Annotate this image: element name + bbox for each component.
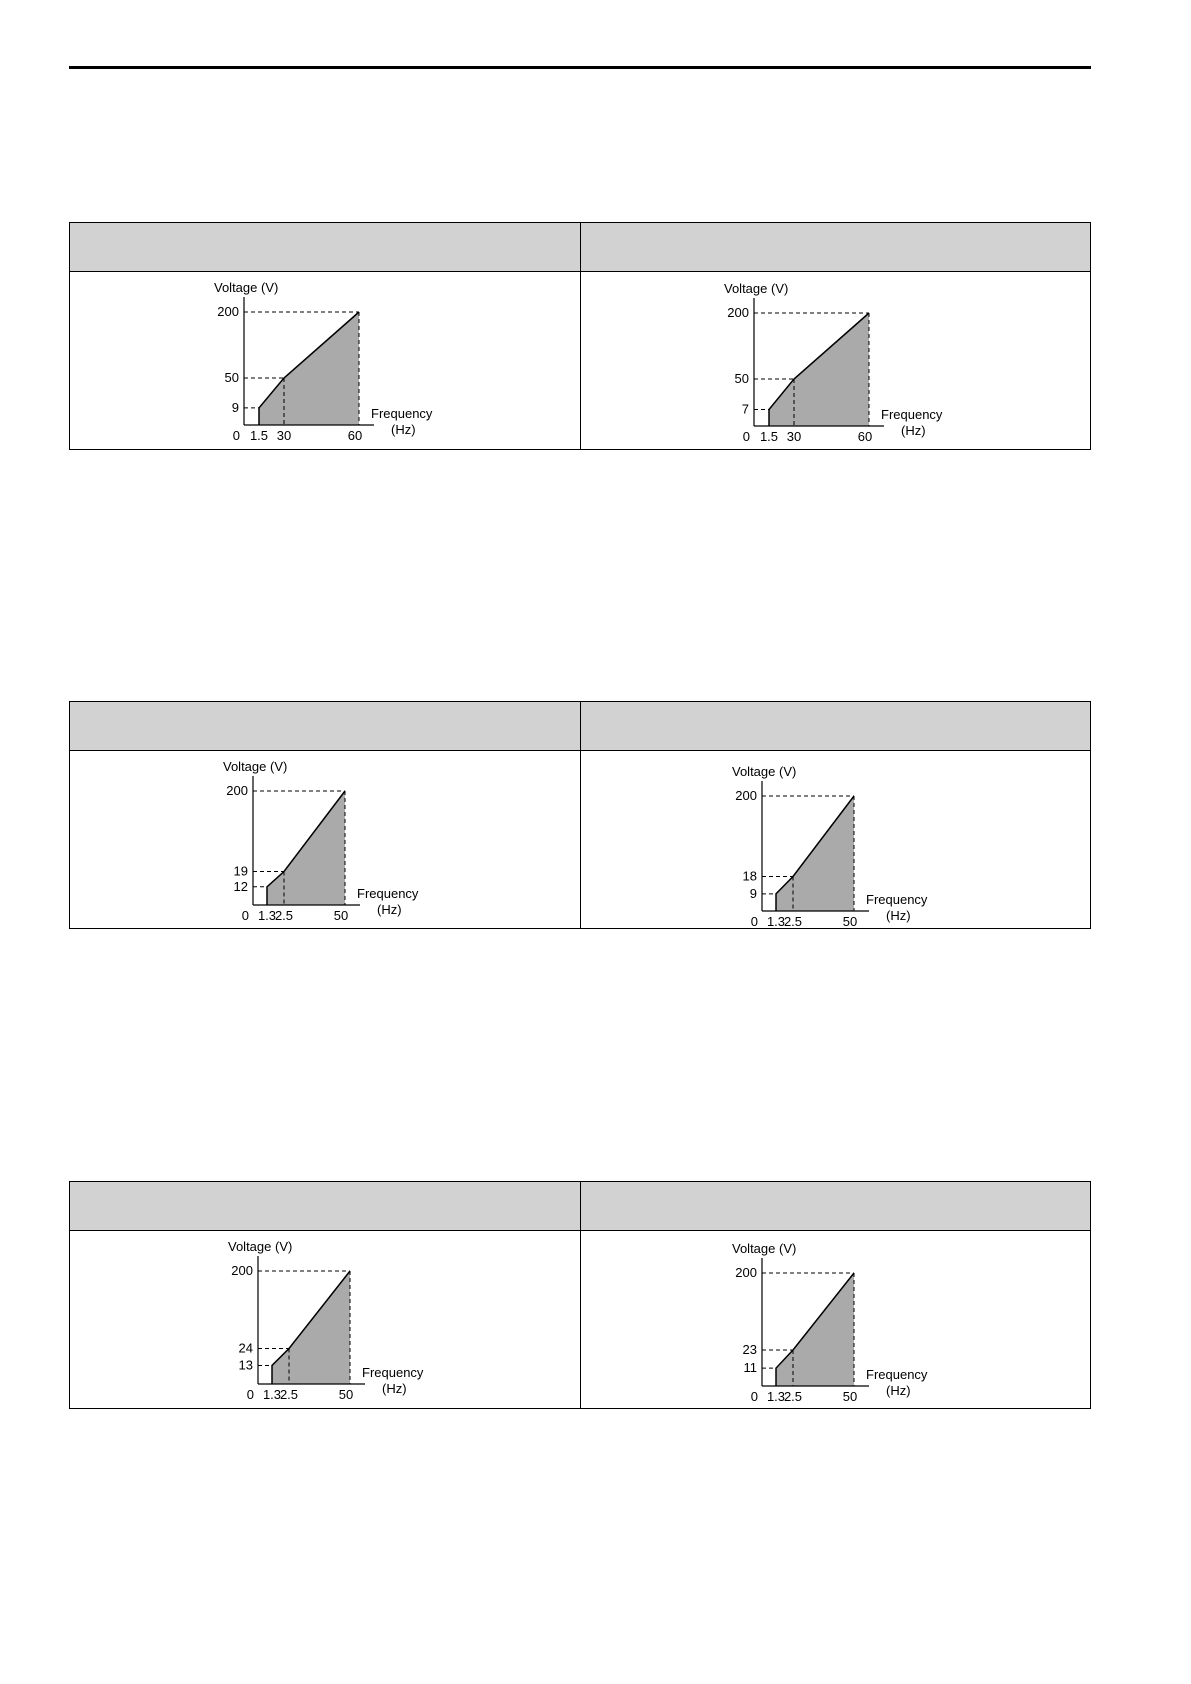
x-tick-label: 1.3 (262, 1387, 282, 1402)
y-tick-label: 200 (726, 305, 749, 320)
x-axis-label: Frequency (362, 1365, 424, 1380)
vf-shaded-area (769, 313, 869, 426)
vf-shaded-area (272, 1271, 350, 1384)
y-tick-label: 200 (734, 788, 757, 803)
y-tick-label: 9 (231, 399, 239, 415)
table-header-row (70, 223, 1091, 272)
table-header-cell (70, 223, 581, 272)
x-tick-label: 60 (347, 428, 363, 443)
x-tick-label: 50 (333, 908, 349, 923)
x-axis-unit: (Hz) (377, 902, 402, 917)
table-header-row (70, 1182, 1091, 1231)
y-tick-label: 200 (734, 1265, 757, 1280)
vf-pattern-table-2 (69, 701, 1091, 929)
x-axis-label: Frequency (371, 406, 433, 421)
vf-shaded-area (776, 1273, 854, 1386)
table-header-row (70, 702, 1091, 751)
x-tick-label: 1.3 (766, 914, 785, 928)
x-tick-label: 1.3 (766, 1389, 785, 1404)
y-axis-label: Voltage (V) (723, 281, 788, 296)
x-tick-label: 1.3 (257, 908, 277, 923)
chart-cell (580, 751, 1091, 929)
x-tick-label: 0 (750, 1389, 758, 1404)
x-axis-unit: (Hz) (391, 422, 416, 437)
x-axis-unit: (Hz) (885, 908, 911, 923)
x-tick-label: 2.5 (783, 1389, 802, 1404)
y-axis-label: Voltage (V) (731, 1241, 796, 1256)
y-tick-label: 50 (224, 370, 239, 385)
y-tick-label: 50 (734, 371, 749, 386)
x-axis-label: Frequency (880, 407, 942, 422)
x-axis-unit: (Hz) (885, 1383, 911, 1398)
vf-shaded-area (776, 796, 854, 911)
table-header-cell (580, 223, 1091, 272)
x-tick-label: 30 (786, 429, 801, 444)
x-tick-label: 50 (842, 1389, 857, 1404)
chart-cell (580, 1231, 1091, 1409)
vf-chart-1 (70, 272, 580, 449)
x-tick-label: 50 (338, 1387, 354, 1402)
x-axis-label: Frequency (865, 1367, 927, 1382)
y-tick-label: 200 (226, 783, 248, 798)
x-tick-label: 1.5 (759, 429, 778, 444)
table-header-cell (70, 1182, 581, 1231)
y-tick-label: 13 (238, 1357, 253, 1373)
x-tick-label: 0 (241, 908, 249, 923)
x-tick-label: 0 (246, 1387, 254, 1402)
vf-chart-4 (581, 751, 1091, 928)
y-axis-label: Voltage (V) (228, 1239, 293, 1254)
x-axis-label: Frequency (357, 886, 419, 901)
x-tick-label: 2.5 (783, 914, 802, 928)
vf-pattern-table-1 (69, 222, 1091, 450)
x-tick-label: 30 (276, 428, 292, 443)
table-header-cell (70, 702, 581, 751)
y-tick-label: 19 (233, 863, 248, 879)
y-tick-label: 24 (238, 1340, 253, 1356)
y-axis-label: Voltage (V) (214, 280, 279, 295)
x-axis-label: Frequency (865, 892, 927, 907)
y-tick-label: 23 (742, 1342, 757, 1357)
x-tick-label: 2.5 (279, 1387, 299, 1402)
chart-cell (70, 751, 581, 929)
vf-pattern-table-3 (69, 1181, 1091, 1409)
x-tick-label: 0 (232, 428, 240, 443)
y-tick-label: 200 (231, 1263, 253, 1278)
y-tick-label: 200 (217, 304, 239, 319)
vf-shaded-area (267, 791, 345, 905)
vf-chart-2 (581, 272, 1091, 449)
table-chart-row (70, 1231, 1091, 1409)
table-header-cell (580, 702, 1091, 751)
table-chart-row (70, 272, 1091, 450)
page-top-rule (69, 66, 1091, 69)
x-tick-label: 60 (857, 429, 872, 444)
chart-cell (70, 272, 581, 450)
x-axis-unit: (Hz) (382, 1381, 407, 1396)
table-header-cell (580, 1182, 1091, 1231)
x-tick-label: 2.5 (274, 908, 294, 923)
chart-cell (580, 272, 1091, 450)
y-axis-label: Voltage (V) (223, 759, 288, 774)
table-chart-row (70, 751, 1091, 929)
y-axis-label: Voltage (V) (731, 764, 796, 779)
y-tick-label: 9 (749, 885, 757, 901)
x-tick-label: 1.5 (249, 428, 269, 443)
x-tick-label: 0 (742, 429, 750, 444)
vf-chart-6 (581, 1231, 1091, 1408)
y-tick-label: 18 (742, 868, 757, 884)
chart-cell (70, 1231, 581, 1409)
y-tick-label: 11 (743, 1360, 757, 1376)
vf-chart-3 (70, 751, 580, 928)
vf-shaded-area (259, 312, 359, 425)
x-tick-label: 50 (842, 914, 857, 928)
vf-chart-5 (70, 1231, 580, 1408)
y-tick-label: 12 (233, 878, 248, 894)
x-tick-label: 0 (750, 914, 758, 928)
x-axis-unit: (Hz) (900, 423, 926, 438)
y-tick-label: 7 (741, 401, 749, 417)
